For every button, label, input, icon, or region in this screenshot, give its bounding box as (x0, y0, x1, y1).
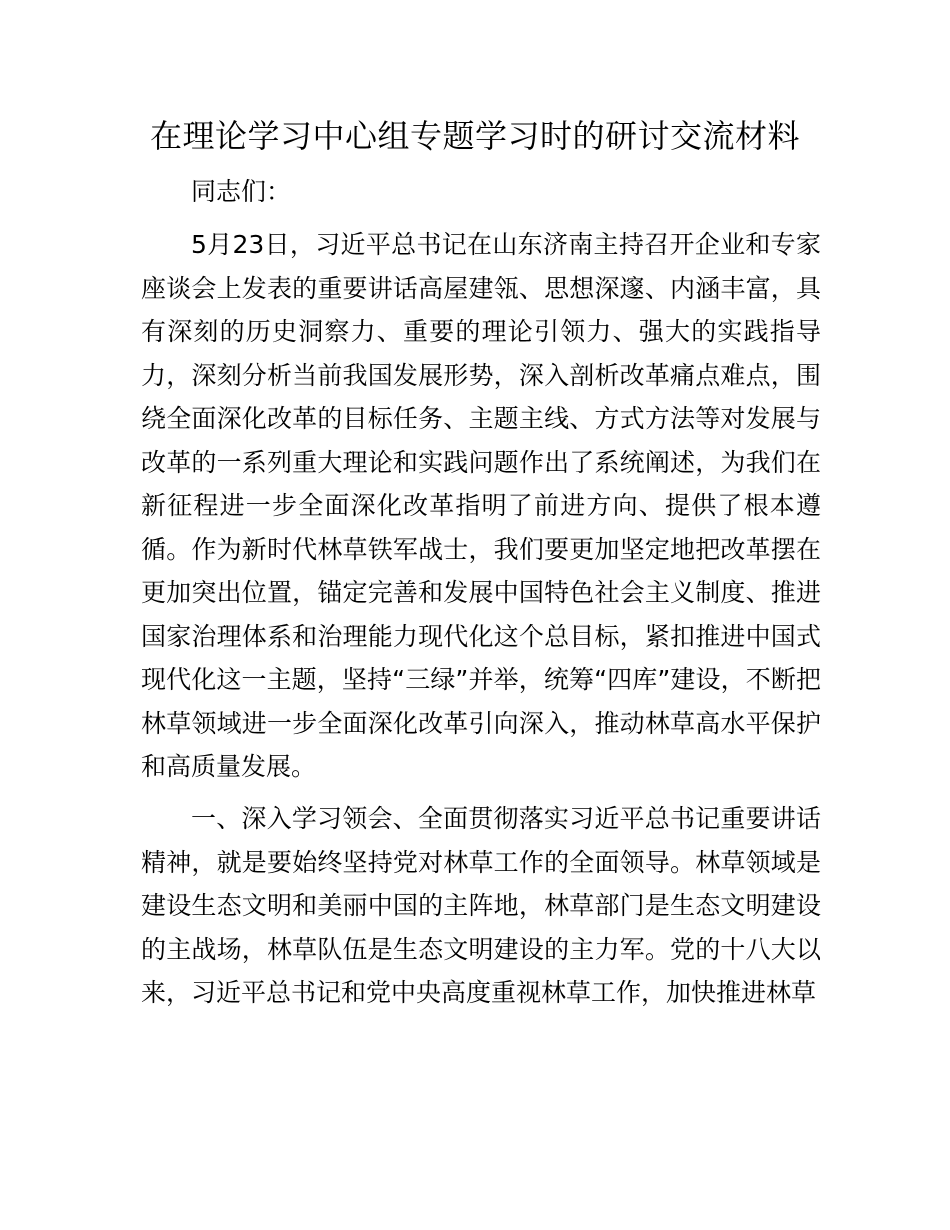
document-title: 在理论学习中心组专题学习时的研讨交流材料 (149, 117, 800, 155)
paragraph-section-one: 一、深入学习领会、全面贯彻落实习近平总书记重要讲话精神，就是要始终坚持党对林草工作的全面领导。林草领域是建设生态文明和美丽中国的主阵地，林草部门是生态文明建设的主战场，林草队伍是生态文明建设的主力军。党的十八大以来，习近平总书记和党中央高度重视林草工作，加快推进林草 (141, 804, 821, 1007)
greeting: 同志们： (191, 177, 292, 206)
paragraph-intro: 5月23日，习近平总书记在山东济南主持召开企业和专家座谈会上发表的重要讲话高屋建瓴、思想深邃、内涵丰富，具有深刻的历史洞察力、重要的理论引领力、强大的实践指导力，深刻分析当前我国发展形势，深入剖析改革痛点难点，围绕全面深化改革的目标任务、主题主线、方式方法等对发展与改革的一系列重大理论和实践问题作出了系统阐述，为我们在新征程进一步全面深化改革指明了前进方向、提供了根本遵循。作为新时代林草铁军战士，我们要更加坚定地把改革摆在更加突出位置，锚定完善和发展中国特色社会主义制度、推进国家治理体系和治理能力现代化这个总目标，紧扣推进中国式现代化这一主题，坚持“三绿”并举，统筹“四库”建设，不断把林草领域进一步全面深化改革引向深入，推动林草高水平保护和高质量发展。 (141, 230, 821, 781)
